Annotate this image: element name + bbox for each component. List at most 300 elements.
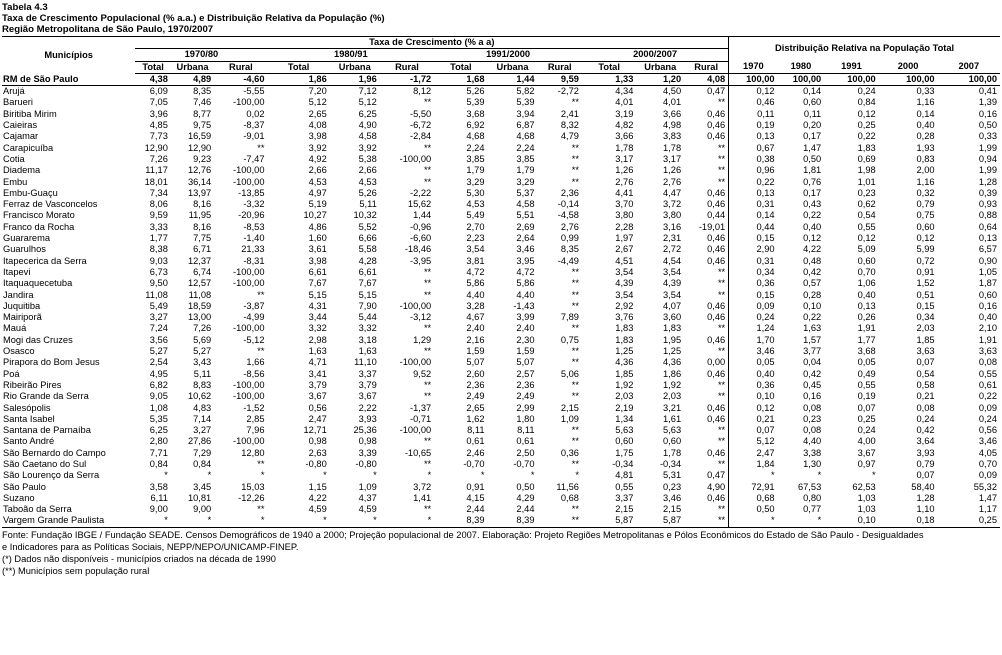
table-cell: 2,40	[466, 323, 485, 334]
table-cell: 5,35	[149, 413, 168, 424]
table-cell: 0,40	[916, 120, 935, 131]
table-cell: -100,00	[232, 278, 265, 289]
table-cell: 0,12	[857, 233, 876, 244]
table-cell: 1,47	[803, 142, 822, 153]
table-cell: 1,26	[615, 165, 634, 176]
table-cell: -8,53	[243, 221, 265, 232]
table-cell: 3,99	[516, 312, 535, 323]
table-cell: 1,05	[978, 266, 997, 277]
table-cell: 4,72	[466, 266, 485, 277]
table-cell: 6,73	[149, 266, 168, 277]
table-cell: 0,13	[857, 300, 876, 311]
table-cell: 0,38	[729, 154, 778, 165]
table-cell: 1,08	[149, 402, 168, 413]
table-cell: 1,30	[803, 458, 822, 469]
table-cell: 4,29	[516, 492, 535, 503]
table-cell: 1,44	[488, 73, 538, 85]
table-cell: 3,66	[615, 131, 634, 142]
table-cell: 8,35	[560, 244, 579, 255]
table-cell: 1,75	[615, 447, 634, 458]
table-cell: 6,61	[308, 266, 327, 277]
table-cell: 0,09	[978, 470, 997, 481]
table-cell: 3,72	[663, 199, 682, 210]
table-cell: 6,61	[358, 266, 377, 277]
table-cell: 5,39	[466, 97, 485, 108]
table-cell: 100,00	[879, 73, 938, 85]
municipio-name: Carapicuíba	[3, 142, 54, 153]
table-cell: 3,68	[466, 108, 485, 119]
table-cell: 1,77	[149, 233, 168, 244]
table-cell: 6,57	[978, 244, 997, 255]
table-cell: 10,32	[353, 210, 377, 221]
table-cell: 3,67	[308, 391, 327, 402]
table-cell: 1,09	[358, 481, 377, 492]
table-cell: 2,40	[516, 323, 535, 334]
table-cell: 0,47	[707, 470, 726, 481]
table-cell: 0,54	[857, 210, 876, 221]
table-cell: 8,16	[193, 221, 212, 232]
table-cell: 0,15	[729, 290, 778, 301]
table-row	[2, 143, 1000, 154]
table-cell: 11,08	[188, 289, 212, 300]
table-cell: 6,82	[149, 379, 168, 390]
table-cell: 0,46	[707, 255, 726, 266]
table-cell: -0,71	[409, 413, 432, 424]
table-cell: 0,22	[978, 391, 997, 402]
table-cell: 7,34	[149, 187, 168, 198]
table-cell: 0,98	[308, 436, 327, 447]
table-row	[2, 199, 1000, 210]
table-cell: 3,77	[803, 346, 822, 357]
table-cell: 1,91	[857, 323, 876, 334]
table-cell: 2,49	[466, 391, 485, 402]
col-rural: Rural	[538, 61, 582, 73]
table-cell: 2,24	[466, 142, 485, 153]
table-cell: 3,68	[857, 346, 876, 357]
table-cell: 4,95	[149, 368, 168, 379]
table-cell: 3,67	[358, 391, 377, 402]
table-row	[2, 470, 1000, 481]
table-cell: 0,24	[916, 413, 935, 424]
table-cell: -2,84	[409, 131, 432, 142]
table-cell: 3,80	[615, 210, 634, 221]
table-cell: 0,07	[916, 470, 935, 481]
table-cell: *	[729, 515, 778, 527]
table-cell: 67,53	[797, 481, 822, 492]
table-cell: 4,08	[308, 120, 327, 131]
table-cell: 2,44	[516, 504, 535, 515]
table-cell: 0,69	[857, 153, 876, 164]
table-cell: **	[717, 266, 726, 277]
municipio-name: São Caetano do Sul	[3, 458, 87, 469]
table-cell: 3,85	[516, 153, 535, 164]
table-cell: **	[717, 97, 726, 108]
table-cell: 8,83	[193, 379, 212, 390]
table-cell: **	[423, 458, 432, 469]
table-cell: 5,15	[358, 289, 377, 300]
table-cell: 3,19	[615, 108, 634, 119]
table-cell: 12,71	[303, 425, 327, 436]
col-urbana: Urbana	[330, 61, 380, 73]
table-cell: 5,86	[466, 278, 485, 289]
table-cell: 1,57	[803, 334, 822, 345]
table-cell: 0,04	[803, 357, 822, 368]
table-cell: 4,51	[615, 255, 634, 266]
table-cell: 0,12	[729, 403, 778, 414]
table-cell: 8,06	[149, 199, 168, 210]
table-cell: 4,53	[308, 176, 327, 187]
table-cell: 0,23	[857, 187, 876, 198]
col-urbana: Urbana	[488, 61, 538, 73]
table-cell: 0,17	[803, 187, 822, 198]
table-row	[2, 154, 1000, 165]
table-cell: 7,12	[358, 86, 377, 97]
table-row	[2, 448, 1000, 459]
table-cell: 3,54	[615, 289, 634, 300]
table-cell: **	[717, 278, 726, 289]
table-cell: 1,99	[978, 165, 997, 176]
table-cell: 5,39	[516, 97, 535, 108]
table-cell: 0,46	[707, 402, 726, 413]
table-cell: 0,70	[857, 266, 876, 277]
col-urbana: Urbana	[171, 61, 214, 73]
table-cell: 7,05	[149, 97, 168, 108]
table-cell: 0,55	[978, 368, 997, 379]
table-cell: 0,60	[916, 221, 935, 232]
table-cell: 1,10	[916, 504, 935, 515]
table-cell: 0,31	[729, 199, 778, 210]
table-cell: 2,36	[466, 379, 485, 390]
table-cell: 11,08	[145, 289, 168, 300]
table-cell: **	[571, 391, 579, 402]
table-cell: 0,61	[516, 436, 535, 447]
table-cell: 5,31	[663, 470, 682, 481]
table-cell: -0,34	[659, 458, 682, 469]
table-row	[2, 233, 1000, 244]
table-row	[2, 86, 1000, 98]
table-cell: -1,43	[513, 300, 535, 311]
table-cell: 0,12	[916, 233, 935, 244]
table-cell: *	[480, 470, 485, 481]
table-cell: -20,96	[238, 210, 265, 221]
table-cell: -5,55	[243, 86, 265, 97]
table-cell: 0,23	[663, 481, 682, 492]
table-cell: 0,24	[857, 425, 876, 436]
table-cell: 3,28	[466, 300, 485, 311]
table-cell: 0,80	[803, 492, 822, 503]
table-cell: **	[717, 165, 726, 176]
table-cell: 2,31	[663, 233, 682, 244]
col-municipios: Municípios	[2, 37, 135, 74]
col-year-1980: 1980	[778, 61, 825, 73]
table-cell: 0,25	[857, 413, 876, 424]
municipio-name: Itaquaquecetuba	[3, 278, 73, 289]
table-cell: 4,38	[135, 73, 171, 85]
table-cell: -0,14	[557, 199, 579, 210]
municipio-name: Ribeirão Pires	[3, 379, 62, 390]
table-cell: 8,16	[193, 199, 212, 210]
table-cell: 2,03	[615, 391, 634, 402]
table-cell: **	[717, 391, 726, 402]
table-cell: 1,78	[663, 447, 682, 458]
table-cell: 1,85	[916, 334, 935, 345]
table-cell: 5,11	[193, 368, 212, 379]
table-cell: 0,34	[916, 312, 935, 323]
table-cell: *	[214, 515, 267, 527]
table-cell: 3,29	[466, 176, 485, 187]
table-cell: 4,89	[171, 73, 214, 85]
table-cell: -7,47	[243, 153, 265, 164]
table-cell: 0,60	[978, 289, 997, 300]
table-cell: **	[571, 165, 579, 176]
table-cell: 6,66	[358, 233, 377, 244]
table-cell: 4,54	[663, 255, 682, 266]
table-cell: -100,00	[232, 266, 265, 277]
table-cell: 3,27	[149, 312, 168, 323]
table-cell: 0,12	[729, 86, 778, 98]
table-cell: 3,98	[308, 131, 327, 142]
table-cell: 0,46	[707, 300, 726, 311]
table-cell: 8,11	[467, 425, 485, 436]
table-row	[2, 436, 1000, 447]
table-cell: 1,59	[516, 346, 535, 357]
municipio-name: Salesópolis	[3, 402, 51, 413]
table-cell: 1,80	[516, 413, 535, 424]
table-cell: -8,31	[243, 255, 265, 266]
table-cell: 3,63	[916, 346, 935, 357]
municipio-name: Biritiba Mirim	[3, 108, 57, 119]
table-cell: 2,30	[516, 334, 535, 345]
table-cell: 9,52	[413, 368, 432, 379]
municipio-name: Suzano	[3, 492, 35, 503]
table-cell: -3,12	[409, 312, 432, 323]
table-cell: 4,36	[663, 357, 682, 368]
col-year-2000: 2000	[879, 61, 938, 73]
table-cell: 3,44	[308, 312, 327, 323]
table-cell: 0,10	[729, 391, 778, 402]
table-row	[2, 301, 1000, 312]
table-cell: 2,64	[516, 233, 535, 244]
table-cell: 1,86	[268, 73, 330, 85]
table-cell: 0,13	[729, 188, 778, 199]
table-cell: 1,25	[615, 346, 634, 357]
table-cell: 3,54	[663, 289, 682, 300]
table-cell: -100,00	[399, 300, 432, 311]
table-cell: 0,15	[916, 300, 935, 311]
table-cell: -100,00	[399, 425, 432, 436]
table-cell: 2,63	[308, 447, 327, 458]
municipio-name: Osasco	[3, 346, 35, 357]
table-cell: 0,46	[707, 187, 726, 198]
table-cell: 2,41	[560, 108, 579, 119]
table-cell: -1,40	[243, 233, 265, 244]
table-cell: 7,29	[193, 447, 212, 458]
table-cell: *	[872, 470, 876, 481]
table-cell: 3,41	[308, 368, 327, 379]
table-cell: 2,70	[466, 221, 485, 232]
table-cell: 9,59	[538, 73, 582, 85]
table-cell: 0,39	[978, 187, 997, 198]
table-cell: 0,61	[466, 436, 485, 447]
table-cell: 0,24	[978, 413, 997, 424]
table-cell: 0,14	[916, 108, 935, 119]
table-cell: 0,68	[729, 493, 778, 504]
period-2000-2007: 2000/2007	[582, 49, 729, 61]
table-cell: *	[729, 470, 778, 481]
table-cell: 5,30	[466, 187, 485, 198]
table-cell: 1,85	[615, 368, 634, 379]
table-cell: 0,44	[729, 222, 778, 233]
table-row	[2, 357, 1000, 368]
table-cell: 2,99	[516, 402, 535, 413]
table-cell: 3,38	[803, 447, 822, 458]
table-cell: -8,37	[243, 120, 265, 131]
table-cell: 3,46	[729, 346, 778, 357]
table-cell: 3,46	[516, 244, 535, 255]
table-cell: 0,83	[916, 153, 935, 164]
table-cell: 4,05	[978, 447, 997, 458]
table-cell: 5,58	[358, 244, 377, 255]
table-cell: 4,34	[615, 86, 634, 97]
table-cell: 0,60	[663, 436, 682, 447]
table-cell: 8,11	[517, 425, 535, 436]
table-cell: 11,56	[556, 481, 579, 492]
table-cell: 5,12	[308, 97, 327, 108]
table-cell: 6,25	[358, 108, 377, 119]
table-cell: 0,97	[857, 458, 876, 469]
table-cell: 1,98	[857, 165, 876, 176]
table-cell: 2,57	[516, 368, 535, 379]
table-row	[2, 312, 1000, 323]
table-cell: 2,80	[149, 436, 168, 447]
table-cell: 5,38	[358, 153, 377, 164]
table-cell: 4,68	[466, 131, 485, 142]
table-cell: 0,50	[516, 481, 535, 492]
table-cell: 0,09	[978, 402, 997, 413]
table-cell: 6,25	[149, 425, 168, 436]
period-1970-80: 1970/80	[135, 49, 267, 61]
table-cell: 7,26	[149, 153, 168, 164]
municipio-name: Jandira	[3, 289, 34, 300]
table-cell: *	[268, 515, 330, 527]
table-cell: -4,58	[557, 210, 579, 221]
table-cell: 3,17	[663, 153, 682, 164]
municipio-name: Santa Isabel	[3, 413, 55, 424]
table-cell: *	[323, 470, 327, 481]
municipio-name: Cajamar	[3, 131, 39, 142]
footnotes	[2, 529, 1000, 577]
municipio-name: São Paulo	[3, 481, 46, 492]
table-cell: 0,99	[560, 233, 579, 244]
table-cell: **	[571, 357, 579, 368]
municipio-name: Taboão da Serra	[3, 504, 72, 515]
table-cell: 36,14	[187, 176, 212, 187]
table-cell: 10,62	[187, 391, 212, 402]
table-cell: **	[423, 266, 432, 277]
table-cell: 0,67	[729, 143, 778, 154]
table-cell: 3,45	[193, 481, 212, 492]
table-cell: 12,80	[241, 447, 265, 458]
table-cell: 3,66	[663, 108, 682, 119]
table-cell: -6,72	[409, 120, 432, 131]
table-cell: 1,97	[615, 233, 634, 244]
table-cell: 1,34	[615, 413, 634, 424]
table-cell: **	[571, 300, 579, 311]
note-unavailable: (*) Dados não disponíveis - municípios criados na década de 1990	[2, 553, 276, 564]
table-cell: **	[717, 153, 726, 164]
table-cell: 0,58	[916, 379, 935, 390]
table-cell: 5,87	[636, 515, 684, 527]
municipio-name: Cotia	[3, 153, 25, 164]
municipio-name: Mauá	[3, 323, 27, 334]
table-cell: 4,08	[684, 73, 729, 85]
table-cell: **	[571, 458, 579, 469]
table-cell: -100,00	[399, 357, 432, 368]
table-cell: 4,39	[615, 278, 634, 289]
table-cell: 4,53	[358, 176, 377, 187]
table-cell: 2,46	[466, 447, 485, 458]
col-rural: Rural	[684, 61, 729, 73]
municipio-name: Caieiras	[3, 120, 38, 131]
table-cell: 0,46	[707, 199, 726, 210]
table-cell: 7,89	[560, 312, 579, 323]
table-row	[2, 131, 1000, 142]
table-cell: 4,40	[516, 289, 535, 300]
table-cell: 4,58	[358, 131, 377, 142]
table-cell: 0,07	[857, 402, 876, 413]
table-cell: 2,69	[516, 221, 535, 232]
table-cell: 4,86	[308, 221, 327, 232]
municipio-name: Franco da Rocha	[3, 221, 75, 232]
table-cell: 4,22	[308, 492, 327, 503]
period-1991-2000: 1991/2000	[434, 49, 582, 61]
table-cell: -6,60	[409, 233, 432, 244]
table-cell: **	[257, 346, 265, 357]
table-cell: 0,08	[978, 357, 997, 368]
table-cell: **	[571, 153, 579, 164]
table-cell: 4,79	[560, 131, 579, 142]
table-cell: -10,65	[404, 447, 432, 458]
table-cell: 0,46	[707, 108, 726, 119]
table-cell: 4,53	[466, 199, 485, 210]
table-cell: 0,12	[803, 233, 822, 244]
table-cell: 100,00	[729, 73, 778, 85]
source-note: Fonte: Fundação IBGE / Fundação SEADE. Censos Demográficos de 1940 a 2000; Projeção populacional de 2007. Elaboração: Projeto Regiões Metropolitanas e Pólos Econômicos do Estado de São Paulo - Desigualdades	[2, 529, 924, 540]
table-cell: 4,37	[358, 492, 377, 503]
table-cell: 3,54	[663, 266, 682, 277]
table-cell: 0,50	[729, 504, 778, 515]
col-total: Total	[268, 61, 330, 73]
table-cell: 1,63	[308, 346, 327, 357]
table-cell: 9,23	[193, 153, 212, 164]
table-cell: 1,62	[466, 413, 485, 424]
table-cell: 0,84	[857, 97, 876, 108]
table-cell: 1,28	[916, 492, 935, 503]
table-cell: -1,52	[243, 402, 265, 413]
municipio-name: São Bernardo do Campo	[3, 447, 106, 458]
table-cell: 3,93	[358, 413, 377, 424]
table-cell: 1,28	[978, 176, 997, 187]
table-cell: 0,36	[560, 447, 579, 458]
table-cell: 1,52	[916, 278, 935, 289]
table-cell: 1,26	[663, 165, 682, 176]
table-cell: 2,47	[308, 413, 327, 424]
table-cell: 5,86	[516, 278, 535, 289]
table-cell: 5,63	[615, 425, 634, 436]
population-table	[2, 36, 1000, 528]
municipio-name: Santo André	[3, 436, 55, 447]
table-cell: 0,42	[803, 266, 822, 277]
